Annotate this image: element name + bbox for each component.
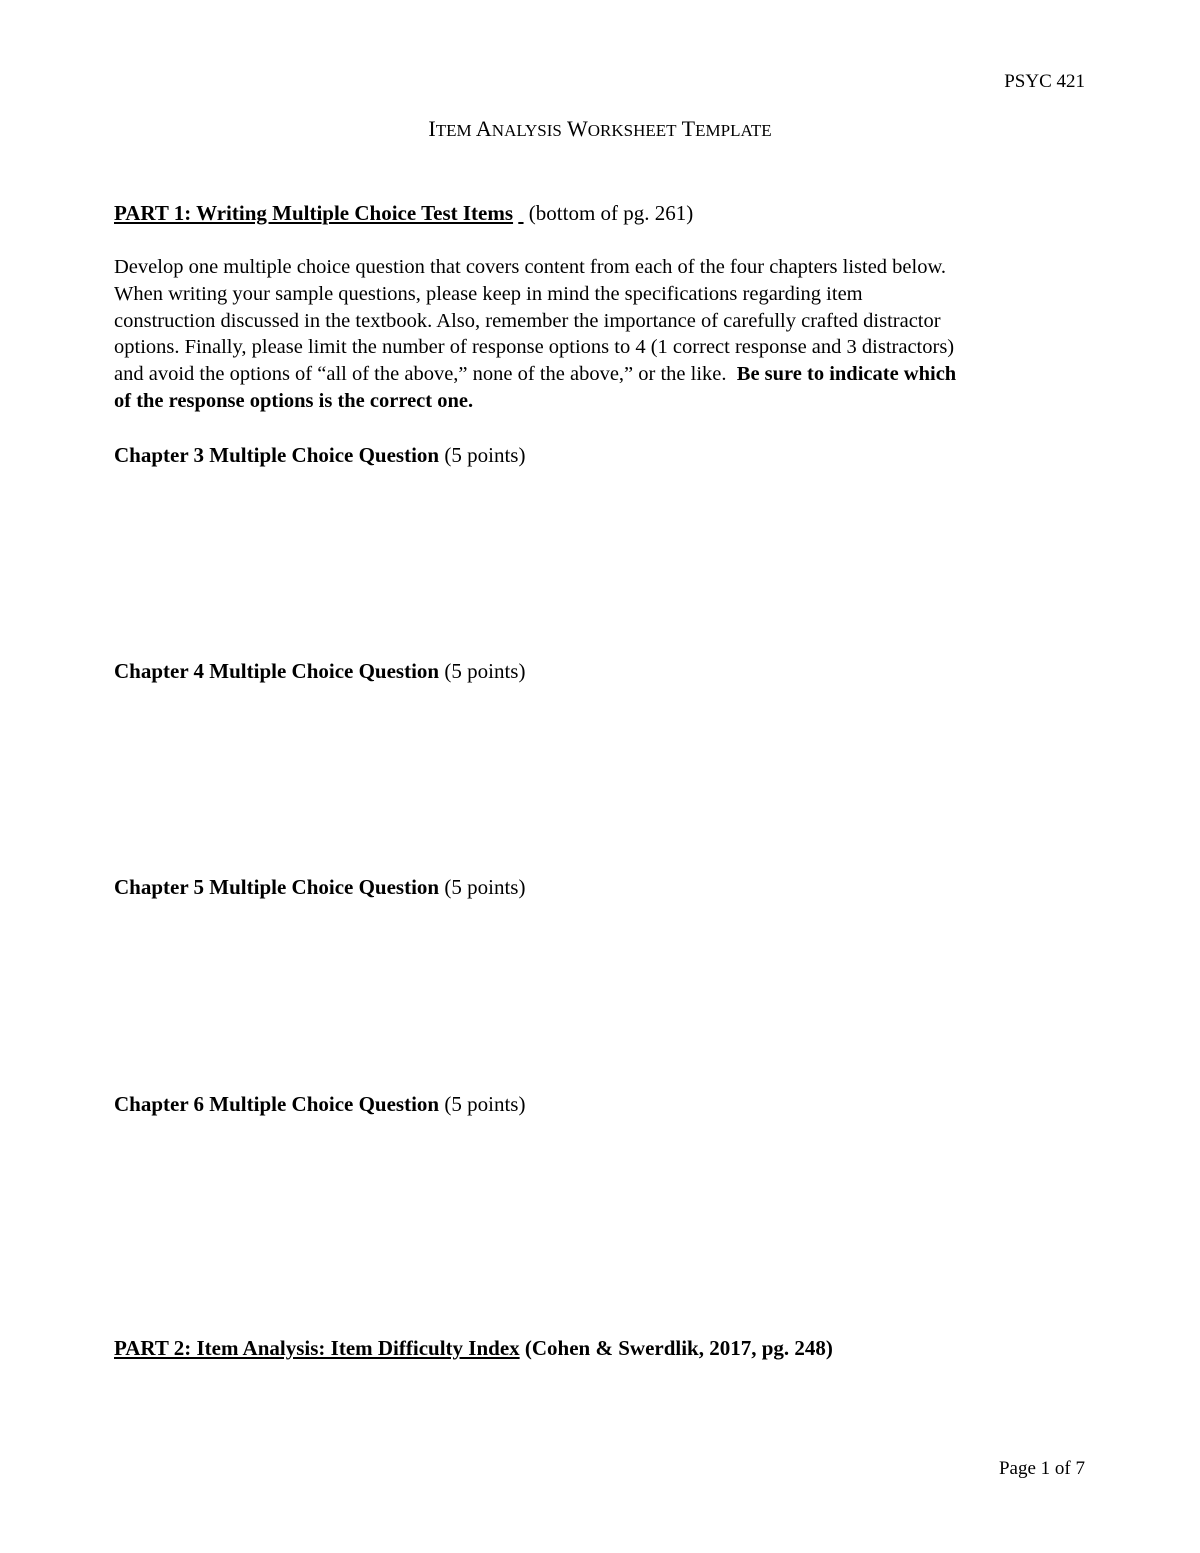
question-heading-ch3 [114, 443, 525, 468]
question-heading-ch4 [114, 659, 525, 684]
part2-heading: PART 2: Item Analysis: Item Difficulty Index [114, 1336, 520, 1360]
question-points: (5 points) [444, 875, 526, 899]
question-heading-ch5 [114, 875, 525, 900]
title-word-2-rest: NALYSIS [491, 121, 562, 140]
instruction-line: When writing your sample questions, please keep in mind the specifications regarding item [114, 282, 863, 305]
question-points: (5 points) [444, 1092, 526, 1116]
title-word-1-rest: TEM [435, 121, 472, 140]
part1-heading: PART 1: Writing Multiple Choice Test Items [114, 201, 514, 225]
page-number: Page 1 of 7 [998, 1458, 1085, 1479]
part2-heading-line [114, 1336, 833, 1361]
part1-page-note: (bottom of pg. 261) [528, 201, 694, 225]
question-heading-ch6 [114, 1092, 525, 1117]
instruction-line [114, 361, 1089, 388]
instruction-line: Develop one multiple choice question that covers content from each of the four chapters listed below. [114, 256, 947, 278]
title-word-4-rest: EMPLATE [695, 121, 772, 140]
title-word-3-rest: ORKSHEET [587, 121, 677, 140]
instruction-line-plain: and avoid the options of “all of the above,” none of the above,” or the like. [114, 363, 737, 386]
part2-reference: (Cohen & Swerdlik, 2017, pg. 248) [524, 1336, 833, 1360]
instruction-emphasis-end: of the response options is the correct one. [114, 389, 474, 412]
title-word-4-cap: T [681, 116, 696, 141]
instruction-line [114, 388, 1089, 415]
question-points: (5 points) [444, 443, 526, 467]
title-word-2-cap: A [475, 116, 492, 141]
question-label: Chapter 6 Multiple Choice Question [114, 1092, 440, 1116]
question-label: Chapter 3 Multiple Choice Question [114, 443, 440, 467]
question-label: Chapter 4 Multiple Choice Question [114, 659, 440, 683]
instruction-line: options. Finally, please limit the number of response options to 4 (1 correct response and 3 distractors) [114, 336, 955, 359]
part1-instructions [114, 254, 1089, 415]
instruction-emphasis: Be sure to indicate which [736, 363, 957, 386]
title-word-3-cap: W [567, 116, 588, 141]
question-points: (5 points) [444, 659, 526, 683]
course-code: PSYC 421 [1004, 71, 1085, 92]
instruction-line: construction discussed in the textbook. Also, remember the importance of carefully crafted distractor [114, 309, 941, 332]
title-word-1-cap: I [428, 116, 436, 141]
document-title [0, 116, 1200, 142]
question-label: Chapter 5 Multiple Choice Question [114, 875, 440, 899]
part1-heading-line [114, 201, 693, 226]
